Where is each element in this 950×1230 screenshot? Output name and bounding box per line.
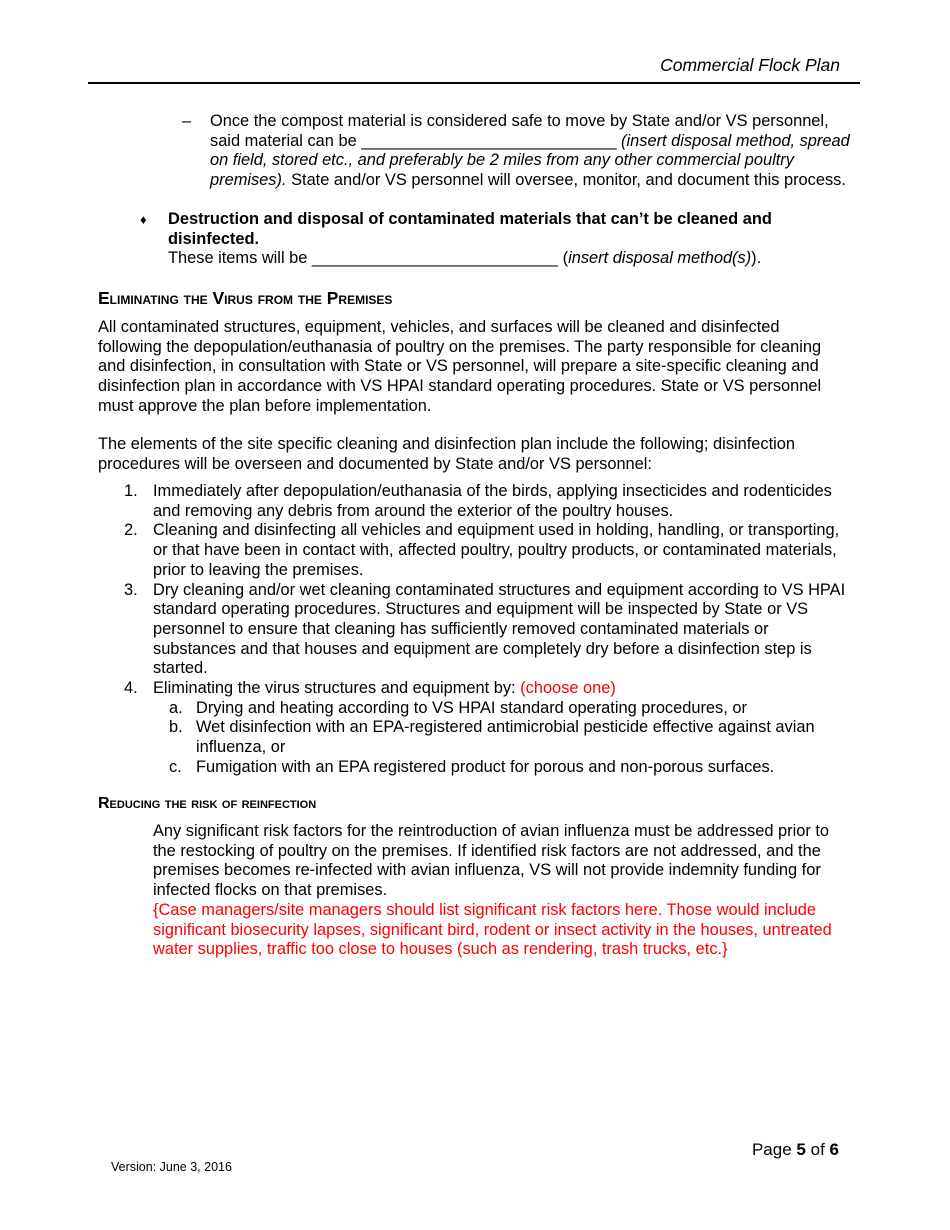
compost-text-italic: (insert disposal method, spread on field, stored etc., and preferably be 2 miles from any other commercial poultry premises). (210, 131, 850, 190)
version-label: Version: June 3, 2016 (111, 1160, 232, 1174)
choose-one-note: (choose one) (520, 679, 616, 698)
destruction-text (168, 249, 820, 269)
list-item-text: Dry cleaning and/or wet cleaning contaminated structures and equipment according to VS HPAI standard operating procedures. Structures and equipment will be inspected by State or VS personnel to ensure that cleaning has sufficiently removed contaminated materials or substances and that houses and equipment are completely dry before a disinfection step is started. (153, 580, 846, 678)
sub-list-item (153, 718, 850, 757)
sub-list-letter: b. (169, 718, 183, 737)
document-header-title: Commercial Flock Plan (660, 55, 840, 75)
dash-marker: – (182, 112, 192, 130)
eliminating-paragraph-2: The elements of the site specific cleaning and disinfection plan include the following; disinfection procedures will be overseen and documented by State and/or VS personnel: (98, 435, 796, 473)
list-number: 1. (124, 482, 138, 500)
list-item-text: Immediately after depopulation/euthanasia of the birds, applying insecticides and rodenticides and removing any debris from around the exterior of the poultry houses. (153, 482, 832, 520)
page-total: 6 (829, 1140, 839, 1159)
sub-list-item-text: Drying and heating according to VS HPAI standard operating procedures, or (196, 698, 747, 717)
compost-list-item (182, 112, 852, 191)
list-item (120, 521, 850, 580)
sub-list-item-text: Wet disinfection with an EPA-registered antimicrobial pesticide effective against avian influenza, or (196, 718, 815, 757)
list-item (120, 581, 850, 680)
list-number: 3. (124, 580, 138, 599)
eliminating-paragraph-1: All contaminated structures, equipment, vehicles, and surfaces will be cleaned and disinfected following the depopulation/euthanasia of poultry on the premises. The party responsible for cleaning and disinfection, in consultation with State or VS personnel, will prepare a site-specific cleaning and disinfection plan in accordance with VS HPAI standard operating procedures. State or VS personnel must approve the plan before implementation. (98, 318, 822, 415)
reinfection-heading: Reducing the risk of reinfection (98, 795, 317, 812)
list-item (120, 679, 850, 778)
sub-list-letter: a. (169, 698, 183, 717)
destruction-text-a: These items will be ___________________________ ( (168, 249, 569, 268)
cleaning-steps-list (120, 482, 850, 778)
sub-list-letter: c. (169, 757, 182, 776)
reinfection-paragraph: Any significant risk factors for the reintroduction of avian influenza must be addressed prior to the restocking of poultry on the premises. If identified risk factors are not addressed, and the premises becomes re-infected with avian influenza, VS will not provide indemnity funding for infected flocks on that premises. (153, 822, 830, 900)
eliminating-heading: Eliminating the Virus from the Premises (98, 288, 393, 308)
destruction-heading: Destruction and disposal of contaminated materials that can’t be cleaned and disinfected. (168, 210, 772, 248)
case-manager-instructions: {Case managers/site managers should list significant risk factors here. Those would include significant biosecurity lapses, significant bird, rodent or insect activity in the houses, untreated water supplies, traffic too close to houses (such as rendering, trash trucks, etc.} (153, 900, 832, 959)
compost-text (210, 112, 852, 191)
destruction-list-item (140, 210, 820, 269)
sub-list-item-text: Fumigation with an EPA registered product for porous and non-porous surfaces. (196, 757, 775, 776)
list-number: 2. (124, 521, 138, 540)
compost-text-c: State and/or VS personnel will oversee, monitor, and document this process. (291, 171, 846, 190)
sub-list-item (153, 758, 850, 778)
list-item-text: Eliminating the virus structures and equipment by: (153, 679, 516, 698)
list-item (120, 482, 850, 521)
compost-text-a: Once the compost material is considered safe to move by State and/or VS personnel, said material can be ____________________________ (210, 112, 829, 150)
list-item-text: Cleaning and disinfecting all vehicles and equipment used in holding, handling, or transporting, or that have been in contact with, affected poultry, poultry products, or contaminated materials, prior to leaving the premises. (153, 521, 840, 579)
virus-elimination-options (153, 699, 850, 778)
sub-list-item (153, 699, 850, 719)
page-current: 5 (796, 1140, 806, 1159)
list-number: 4. (124, 679, 138, 698)
page-of: of (810, 1140, 825, 1159)
page-number (752, 1140, 839, 1160)
diamond-bullet-icon: ♦ (140, 212, 147, 227)
header-divider (88, 82, 860, 84)
reinfection-block (153, 822, 843, 960)
destruction-text-c: ). (751, 249, 762, 268)
destruction-text-italic: insert disposal method(s) (568, 249, 752, 268)
page-prefix: Page (751, 1140, 792, 1159)
